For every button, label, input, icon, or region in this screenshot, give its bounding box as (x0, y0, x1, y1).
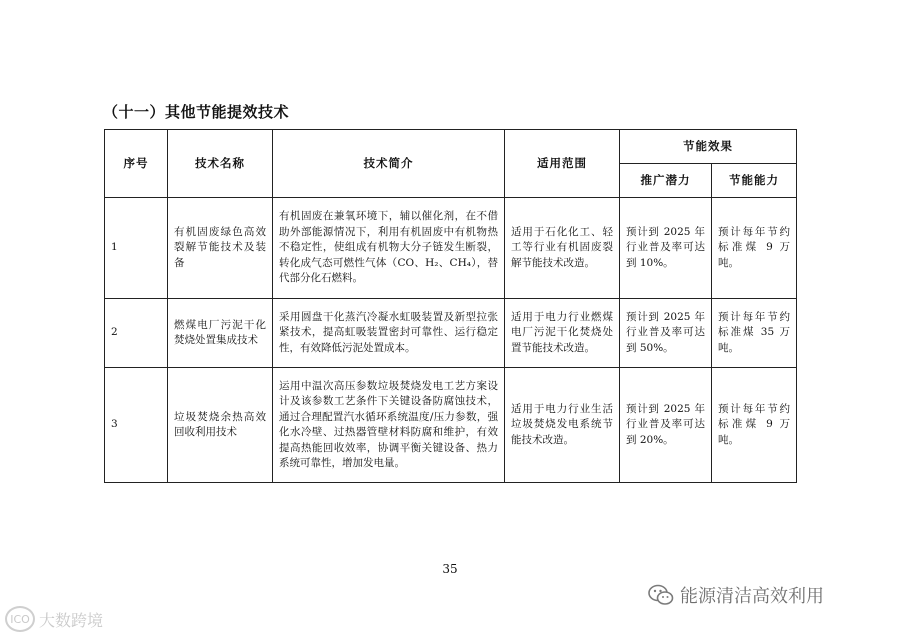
technology-table (104, 129, 797, 483)
row-num: 1 (105, 198, 168, 299)
table-row (105, 299, 797, 368)
watermark-left (5, 606, 103, 632)
header-intro: 技术简介 (273, 130, 505, 198)
header-name: 技术名称 (168, 130, 273, 198)
watermark-right (648, 582, 824, 608)
row-name: 垃圾焚烧余热高效回收利用技术 (168, 368, 273, 483)
wechat-icon (648, 584, 674, 606)
row-scope: 适用于电力行业燃煤电厂污泥干化焚烧处置节能技术改造。 (505, 299, 620, 368)
section-title: （十一）其他节能提效技术 (103, 103, 290, 121)
watermark-left-text: 大数跨境 (39, 610, 104, 630)
header-capacity: 节能能力 (712, 164, 797, 198)
row-capacity: 预计每年节约标准煤 35 万吨。 (712, 299, 797, 368)
row-scope: 适用于石化化工、轻工等行业有机固废裂解节能技术改造。 (505, 198, 620, 299)
row-potential: 预计到 2025 年行业普及率可达到 10%。 (620, 198, 712, 299)
row-potential: 预计到 2025 年行业普及率可达到 20%。 (620, 368, 712, 483)
header-num: 序号 (105, 130, 168, 198)
table-row (105, 198, 797, 299)
header-scope: 适用范围 (505, 130, 620, 198)
row-scope: 适用于电力行业生活垃圾焚烧发电系统节能技术改造。 (505, 368, 620, 483)
row-intro: 运用中温次高压参数垃圾焚烧发电工艺方案设计及该参数工艺条件下关键设备防腐蚀技术，通过合理配置汽水循环系统温度/压力参数，强化水冷壁、过热器管壁材料防腐和维护，有效提高热能回收效率，协调平衡关键设备、热力系统可靠性，增加发电量。 (273, 368, 505, 483)
row-intro: 有机固废在兼氧环境下，辅以催化剂，在不借助外部能源情况下，利用有机固废中有机物热不稳定性，使组成有机物大分子链发生断裂，转化成气态可燃性气体（CO、H₂、CH₄），替代部分化石燃料。 (273, 198, 505, 299)
row-potential: 预计到 2025 年行业普及率可达到 50%。 (620, 299, 712, 368)
header-effect: 节能效果 (620, 130, 797, 164)
row-capacity: 预计每年节约标准煤 9 万吨。 (712, 198, 797, 299)
row-intro: 采用圆盘干化蒸汽冷凝水虹吸装置及新型拉张紧技术，提高虹吸装置密封可靠性、运行稳定性，有效降低污泥处置成本。 (273, 299, 505, 368)
row-num: 3 (105, 368, 168, 483)
row-name: 燃煤电厂污泥干化焚烧处置集成技术 (168, 299, 273, 368)
row-num: 2 (105, 299, 168, 368)
page-number: 35 (442, 562, 458, 576)
circle-logo-icon: ICO (5, 606, 35, 632)
row-name: 有机固废绿色高效裂解节能技术及装备 (168, 198, 273, 299)
header-potential: 推广潜力 (620, 164, 712, 198)
table-row (105, 368, 797, 483)
row-capacity: 预计每年节约标准煤 9 万吨。 (712, 368, 797, 483)
watermark-right-text: 能源清洁高效利用 (680, 586, 824, 607)
